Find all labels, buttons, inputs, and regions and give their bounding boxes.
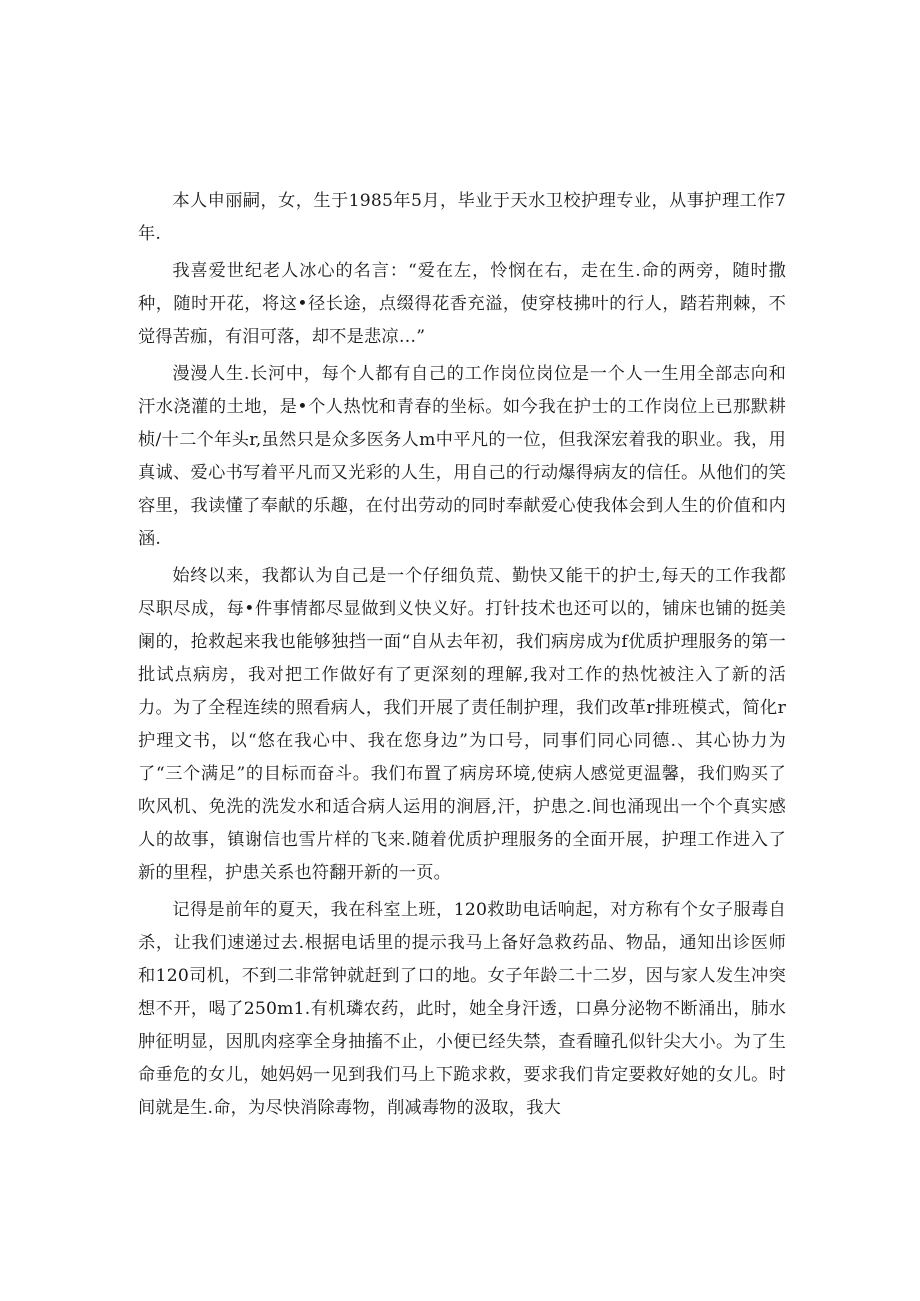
paragraph-story: 记得是前年的夏天，我在科室上班，120救助电话响起，对方称有个女子服毒自杀，让我们速递过去.根据电话里的提示我马上备好急救药品、物品，通知出诊医师和120司机，不到二非常钟就赶到了口的地。女子年龄二十二岁，因与家人发生冲突想不开，喝了250m1.有机璘农药，此时，她全身汗透，口鼻分泌物不断涌出，肺水肿征明显，因肌肉痉挛全身抽搐不止，小便已经失禁，查看瞳孔似针尖大小。为了生命垂危的女儿，她妈妈一见到我们马上下跪求救，要求我们肯定要救好她的女儿。时间就是生.命，为尽快消除毒物，削减毒物的汲取，我大 bbox=[138, 900, 786, 1118]
paragraph-quote: 我喜爱世纪老人冰心的名言：“爱在左，怜悯在右，走在生.命的两旁，随时撒种，随时开花，将这•径长途，点缀得花香充溢，使穿枝拂叶的行人，踏若荆棘，不觉得苦痂，有泪可落，却不是悲凉…” bbox=[138, 261, 786, 347]
paragraph-career: 漫漫人生.长河中，每个人都有自己的工作岗位岗位是一个人一生用全部志向和汗水浇灌的土地，是•个人热忱和青春的坐标。如今我在护士的工作岗位上已那默耕桢/十二个年头r,虽然只是众多医务人m中平凡的一位，但我深宏着我的职业。我，用真诚、爱心书写着平凡而又光彩的人生，用自己的行动爆得病友的信任。从他们的笑容里，我读懂了奉献的乐趣，在付出劳动的同时奉献爱心使我体会到人生的价值和内涵. bbox=[138, 364, 786, 549]
document-body bbox=[138, 185, 786, 1129]
paragraph-work: 始终以来，我都认为自己是一个仔细负荒、勤快又能干的护士,每天的工作我都尽职尽成，每•件事情都尽显做到义快义好。打针技术也还可以的，铺床也铺的挺美阑的，抢救起来我也能够独挡一面“自从去年初，我们病房成为f优质护理服务的第一批试点病房，我对把工作做好有了更深刻的理解,我对工作的热忱被注入了新的活力。为了全程连续的照看病人，我们开展了责任制护理，我们改革r排班模式，简化r护理文书，以“悠在我心中、我在您身边”为口号，同事们同心同德.、其心协力为了“三个满足”的目标而奋斗。我们布置了病房环境,使病人感觉更温馨，我们购买了吹风机、免洗的洗发水和适合病人运用的涧唇,汗，护患之.间也涌现出一个个真实感人的故事，镇谢信也雪片样的飞来.随着优质护理服务的全面开展，护理工作进入了新的里程，护患关系也符翻开新的一页。 bbox=[138, 566, 786, 883]
paragraph-intro: 本人申丽嗣，女，生于1985年5月，毕业于天水卫校护理专业，从事护理工作7年. bbox=[138, 191, 786, 244]
